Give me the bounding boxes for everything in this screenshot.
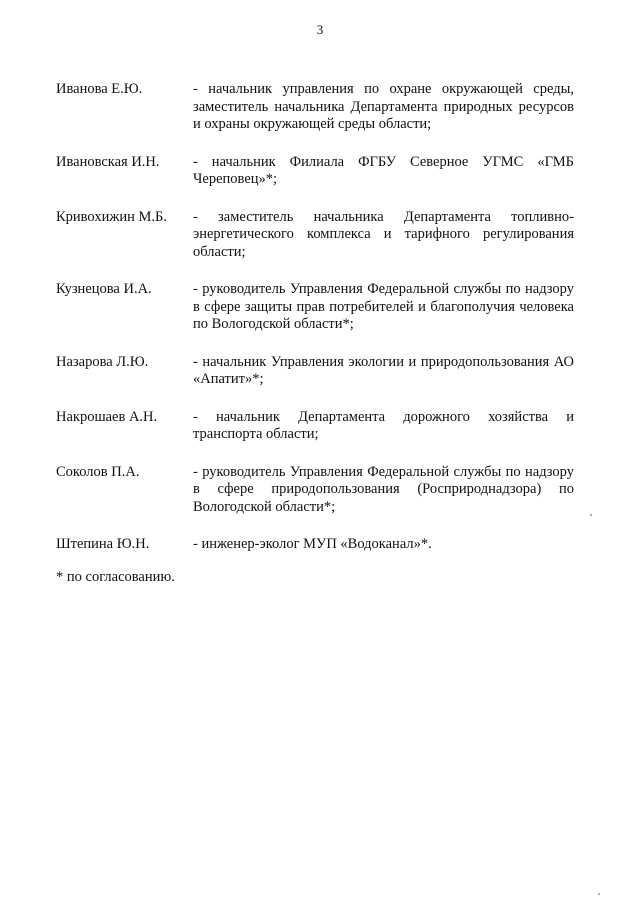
member-row xyxy=(56,209,574,262)
member-row xyxy=(56,464,574,517)
member-name: Накрошаев А.Н. xyxy=(56,408,158,425)
page-number: 3 xyxy=(316,22,324,37)
member-name: Соколов П.А. xyxy=(56,463,140,480)
footnote: * по согласованию. xyxy=(56,569,175,585)
member-role: - заместитель начальника Департамента топливно-энергетического комплекса и тарифного регулирования области; xyxy=(193,208,574,260)
member-row xyxy=(56,409,574,444)
member-row xyxy=(56,281,574,334)
member-name: Кривохижин М.Б. xyxy=(56,208,167,225)
member-name: Иванова Е.Ю. xyxy=(56,81,143,97)
member-role: - начальник Департамента дорожного хозяйства и транспорта области; xyxy=(193,408,574,442)
member-role: - начальник Филиала ФГБУ Северное УГМС «ГМБ Череповец»*; xyxy=(193,153,574,187)
member-name: Назарова Л.Ю. xyxy=(56,353,149,370)
member-row xyxy=(56,354,574,389)
member-row xyxy=(56,154,574,189)
member-name: Кузнецова И.А. xyxy=(56,281,152,297)
member-role: - начальник Управления экологии и природопользования АО «Апатит»*; xyxy=(193,353,574,387)
member-row xyxy=(56,536,574,554)
member-role: - инженер-эколог МУП «Водоканал»*. xyxy=(193,536,432,552)
scan-artifact xyxy=(598,893,600,895)
member-role: - руководитель Управления Федеральной службы по надзору в сфере защиты прав потребителей и благополучия человека по Вологодской области*; xyxy=(193,281,574,332)
scan-artifact xyxy=(590,514,592,516)
member-row xyxy=(56,81,574,134)
member-name: Ивановская И.Н. xyxy=(56,153,160,170)
members-list xyxy=(56,81,574,554)
member-role: - начальник управления по охране окружающей среды, заместитель начальника Департамента природных ресурсов и охраны окружающей среды области; xyxy=(193,81,574,132)
member-name: Штепина Ю.Н. xyxy=(56,536,150,552)
member-role: - руководитель Управления Федеральной службы по надзору в сфере природопользования (Росприроднадзора) по Вологодской области*; xyxy=(193,463,574,515)
